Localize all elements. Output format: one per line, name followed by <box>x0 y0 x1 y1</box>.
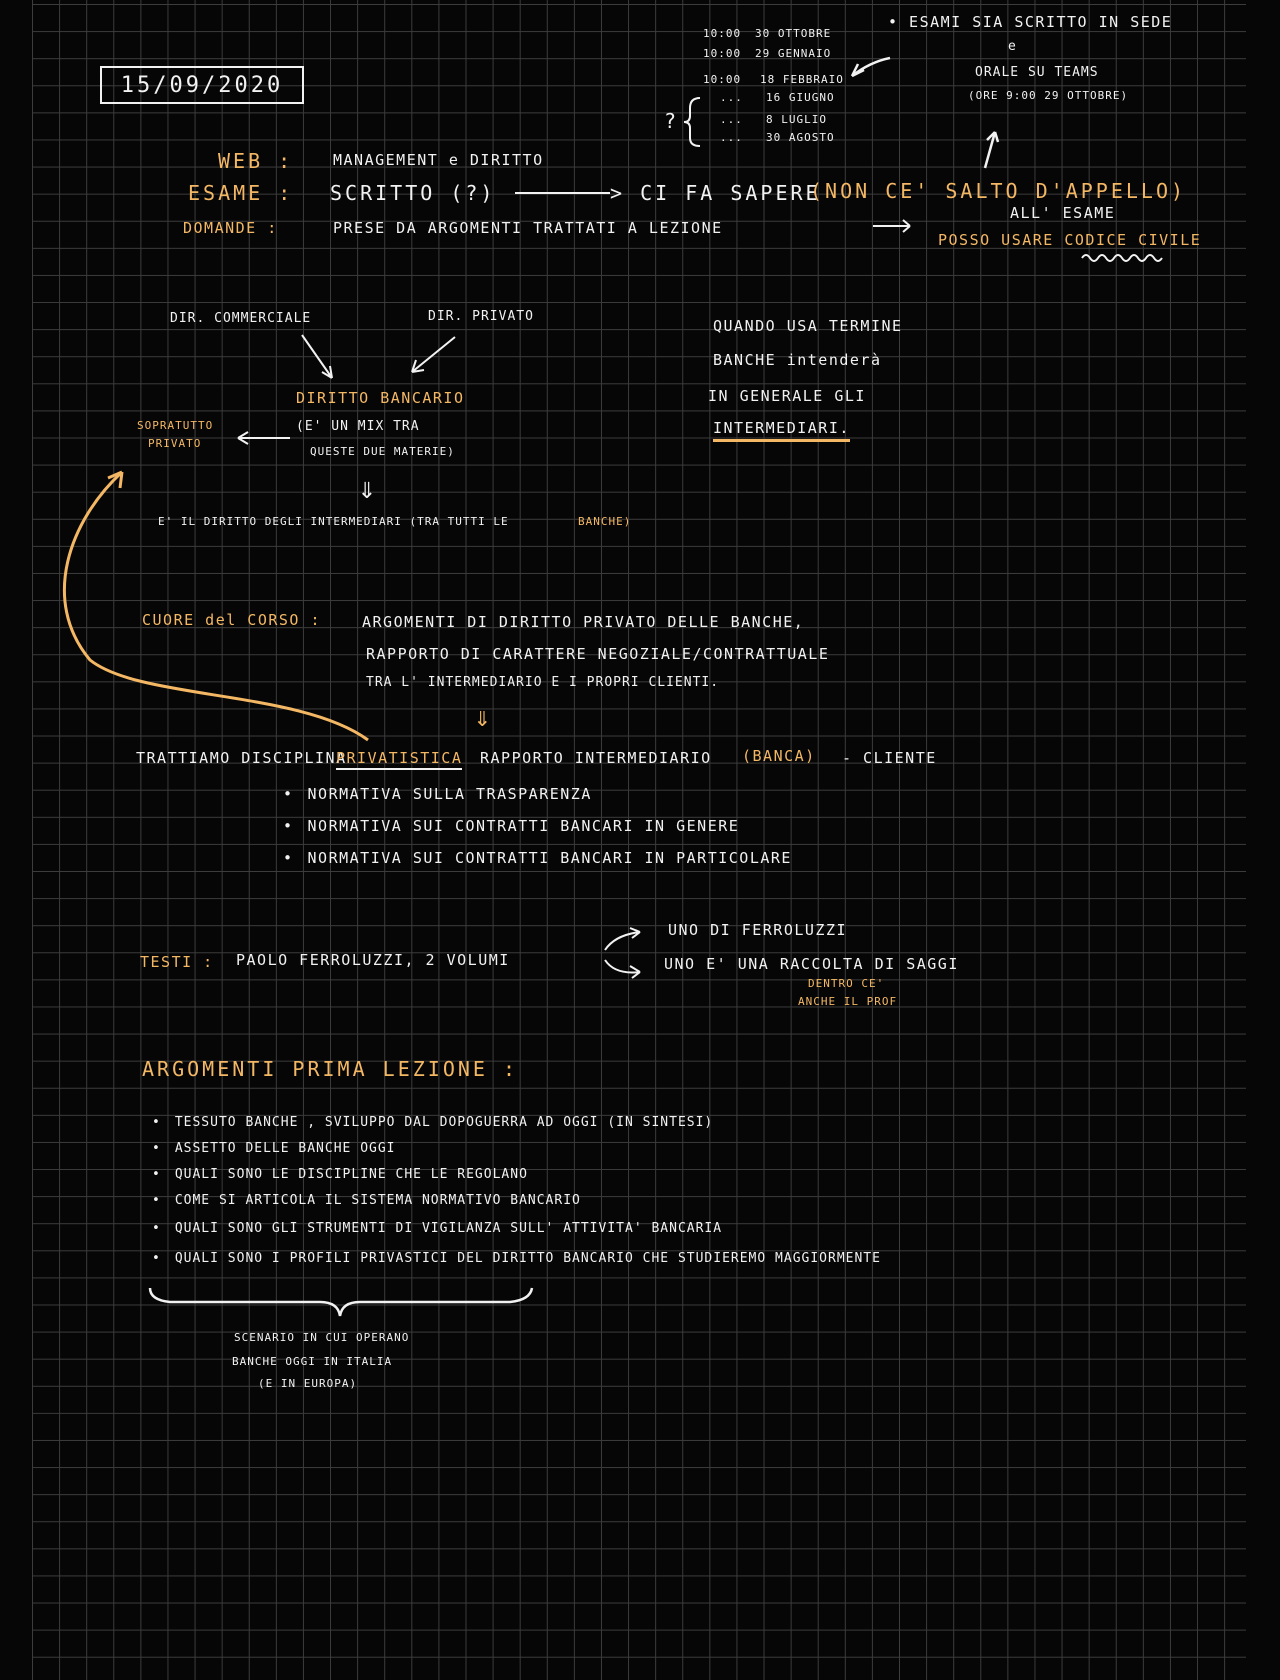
texts-option2: UNO E' UNA RACCOLTA DI SAGGI <box>664 955 959 973</box>
side-note-line3: IN GENERALE GLI <box>708 387 866 405</box>
diagram-down-arrow: ⇓ <box>358 471 379 506</box>
discipline-suffix: - CLIENTE <box>842 749 937 767</box>
discipline-banca: (BANCA) <box>742 747 816 765</box>
topic-item: • TESSUTO BANCHE , SVILUPPO DAL DOPOGUERRA AD OGGI (IN SINTESI) <box>152 1115 714 1130</box>
mix-line1: (E' UN MIX TRA <box>296 419 420 434</box>
web-value: MANAGEMENT e DIRITTO <box>333 151 544 169</box>
core-down-arrow: ⇓ <box>474 700 493 733</box>
texts-value: PAOLO FERROLUZZI, 2 VOLUMI <box>236 951 510 969</box>
core-line3: TRA L' INTERMEDIARIO E I PROPRI CLIENTI. <box>366 675 720 690</box>
side-note-line4: INTERMEDIARI. <box>713 419 850 442</box>
topic-item: • COME SI ARTICOLA IL SISTEMA NORMATIVO BANCARIO <box>152 1193 581 1208</box>
scenario-line1: SCENARIO IN CUI OPERANO <box>234 1331 410 1344</box>
domande-label: DOMANDE : <box>183 219 278 237</box>
exam-codice-line2: POSSO USARE CODICE CIVILE <box>938 231 1202 249</box>
schedule-date: 30 AGOSTO <box>766 131 835 144</box>
schedule-date: 16 GIUGNO <box>766 91 835 104</box>
exam-codice-line1: ALL' ESAME <box>1010 204 1116 222</box>
discipline-prefix: TRATTIAMO DISCIPLINA <box>136 749 347 767</box>
schedule-time: ... <box>720 131 743 144</box>
schedule-time: 10:00 <box>703 73 742 86</box>
lecture-date: 15/09/2020 <box>100 66 304 104</box>
domande-value: PRESE DA ARGOMENTI TRATTATI A LEZIONE <box>333 219 723 237</box>
core-line1: ARGOMENTI DI DIRITTO PRIVATO DELLE BANCHE, <box>362 613 805 631</box>
esame-value: SCRITTO (?) <box>330 181 496 205</box>
schedule-date: 18 FEBBRAIO <box>760 73 844 86</box>
schedule-time: ... <box>720 91 743 104</box>
discipline-privatistica: PRIVATISTICA <box>336 749 462 770</box>
definition-banche: BANCHE) <box>578 515 632 528</box>
definition-text: E' IL DIRITTO DEGLI INTERMEDIARI (TRA TUTTI LE <box>158 515 509 528</box>
web-label: WEB : <box>218 149 294 173</box>
discipline-middle: RAPPORTO INTERMEDIARIO <box>480 749 712 767</box>
texts-note-line2: ANCHE IL PROF <box>798 995 898 1008</box>
esame-note: (NON CE' SALTO D'APPELLO) <box>810 179 1187 203</box>
discipline-item: • NORMATIVA SUI CONTRATTI BANCARI IN PARTICOLARE <box>283 849 792 867</box>
exam-location-conjunction: e <box>1008 39 1017 54</box>
side-note-line1: QUANDO USA TERMINE <box>713 317 903 335</box>
oral-note: ORALE SU TEAMS <box>975 65 1099 80</box>
schedule-date: 30 OTTOBRE <box>755 27 832 40</box>
schedule-question-mark: ? <box>664 109 680 133</box>
oral-time-note: (ORE 9:00 29 OTTOBRE) <box>968 89 1129 102</box>
schedule-date: 8 LUGLIO <box>766 113 827 126</box>
esame-label: ESAME : <box>188 181 294 205</box>
schedule-time: 10:00 <box>703 27 742 40</box>
topic-item: • QUALI SONO GLI STRUMENTI DI VIGILANZA SULL' ATTIVITA' BANCARIA <box>152 1221 723 1236</box>
side-note-line2: BANCHE intenderà <box>713 351 882 369</box>
esame-result: > CI FA SAPERE <box>610 181 821 205</box>
mix-line2: QUESTE DUE MATERIE) <box>310 445 455 458</box>
scenario-line2: BANCHE OGGI IN ITALIA <box>232 1355 393 1368</box>
diritto-bancario-label: DIRITTO BANCARIO <box>296 389 465 407</box>
schedule-time: 10:00 <box>703 47 742 60</box>
topic-item: • ASSETTO DELLE BANCHE OGGI <box>152 1141 396 1156</box>
core-line2: RAPPORTO DI CARATTERE NEGOZIALE/CONTRATTUALE <box>366 645 830 663</box>
schedule-date: 29 GENNAIO <box>755 47 832 60</box>
texts-option1: UNO DI FERROLUZZI <box>668 921 848 939</box>
dir-privato-label: DIR. PRIVATO <box>428 309 534 324</box>
topics-title: ARGOMENTI PRIMA LEZIONE : <box>142 1057 519 1081</box>
discipline-item: • NORMATIVA SULLA TRASPARENZA <box>283 785 592 803</box>
texts-note-line1: DENTRO CE' <box>808 977 885 990</box>
exam-location-note: • ESAMI SIA SCRITTO IN SEDE <box>888 13 1173 31</box>
discipline-item: • NORMATIVA SUI CONTRATTI BANCARI IN GENERE <box>283 817 740 835</box>
core-label: CUORE del CORSO : <box>142 611 322 629</box>
texts-label: TESTI : <box>140 953 214 971</box>
soprattutto-line1: SOPRATUTTO <box>137 419 214 432</box>
topic-item: • QUALI SONO I PROFILI PRIVASTICI DEL DIRITTO BANCARIO CHE STUDIEREMO MAGGIORMENTE <box>152 1251 881 1266</box>
dir-commerciale-label: DIR. COMMERCIALE <box>170 311 312 326</box>
soprattutto-line2: PRIVATO <box>148 437 202 450</box>
schedule-time: ... <box>720 113 743 126</box>
scenario-line3: (E IN EUROPA) <box>258 1377 358 1390</box>
topic-item: • QUALI SONO LE DISCIPLINE CHE LE REGOLANO <box>152 1167 528 1182</box>
